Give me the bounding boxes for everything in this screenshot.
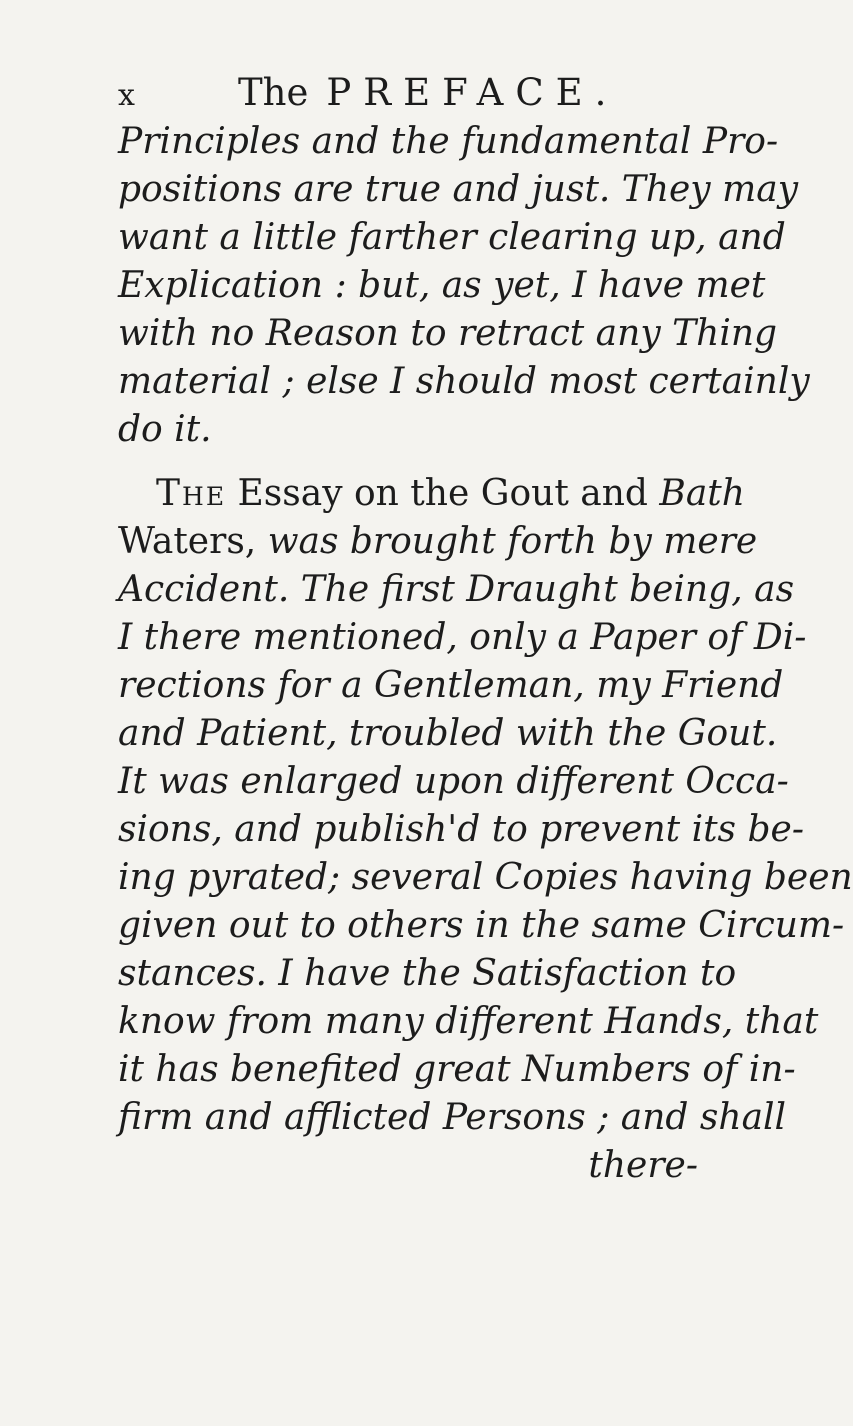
paragraph-2 bbox=[118, 470, 853, 1190]
text-line: with no Reason to retract any Thing bbox=[118, 313, 778, 354]
text-line: Principles and the fundamental Pro- bbox=[118, 121, 779, 162]
italic-text: Bath bbox=[659, 473, 745, 514]
text-line: firm and afflicted Persons ; and shall bbox=[118, 1097, 787, 1138]
text-line: Accident. The first Draught being, as bbox=[118, 569, 795, 610]
roman-text: Essay on the Gout and bbox=[237, 473, 648, 514]
page-number: x bbox=[118, 78, 135, 113]
text-line: It was enlarged upon different Occa- bbox=[118, 761, 789, 802]
text-line: I there mentioned, only a Paper of Di- bbox=[118, 617, 807, 658]
text-line: rections for a Gentleman, my Friend bbox=[118, 665, 784, 706]
catchword: there- bbox=[588, 1145, 698, 1186]
running-head-title: PREFACE. bbox=[326, 71, 619, 114]
running-head-article: The bbox=[238, 71, 309, 114]
italic-text: was brought forth by mere bbox=[267, 521, 758, 562]
text-line: stances. I have the Satisfaction to bbox=[118, 953, 737, 994]
text-line bbox=[118, 518, 758, 566]
text-line: given out to others in the same Circum- bbox=[118, 905, 845, 946]
text-line: want a little farther clearing up, and bbox=[118, 217, 786, 258]
text-line: and Patient, troubled with the Gout. bbox=[118, 713, 778, 754]
paragraph-1 bbox=[118, 118, 810, 454]
text-line: do it. bbox=[118, 409, 212, 450]
text-line: Explication : but, as yet, I have met bbox=[118, 265, 766, 306]
text-line: ing pyrated; several Copies having been bbox=[118, 857, 853, 898]
text-line: positions are true and just. They may bbox=[118, 169, 799, 210]
roman-text: Waters, bbox=[118, 521, 257, 562]
text-line: material ; else I should most certainly bbox=[118, 361, 810, 402]
page-header bbox=[118, 68, 678, 118]
text-line-first bbox=[118, 470, 745, 518]
text-line: know from many different Hands, that bbox=[118, 1001, 819, 1042]
text-line: sions, and publish'd to prevent its be- bbox=[118, 809, 804, 850]
opening-word: The bbox=[156, 473, 227, 514]
text-line: it has benefited great Numbers of in- bbox=[118, 1049, 796, 1090]
